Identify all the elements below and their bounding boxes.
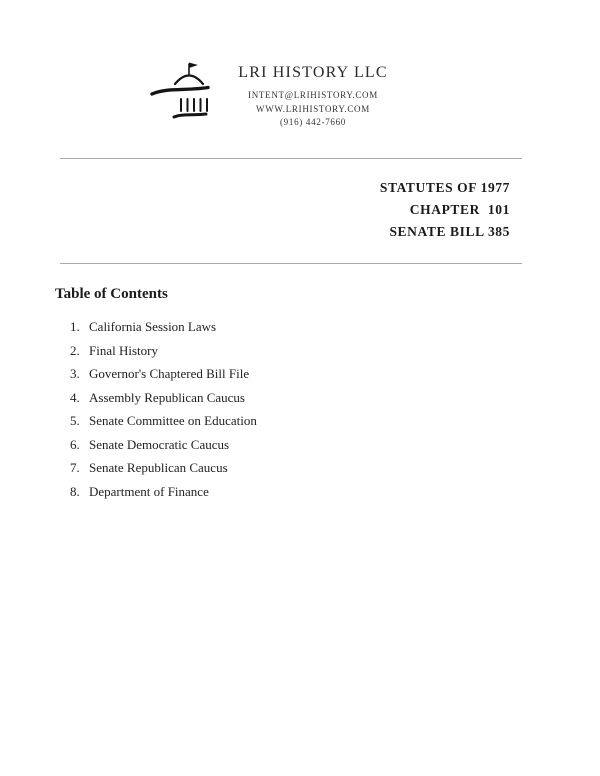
toc-item-label: California Session Laws [89, 319, 217, 334]
toc-item-number: 4. [70, 389, 80, 405]
capitol-logo-icon [148, 58, 212, 134]
toc-item-label: Final History [89, 342, 158, 358]
company-name: LRI HISTORY LLC [238, 64, 388, 81]
toc-item-label: Senate Republican Caucus [89, 460, 228, 475]
toc-item [70, 367, 600, 380]
toc-item-label: Governor's Chaptered Bill File [89, 366, 250, 381]
toc-item [70, 461, 600, 474]
toc-item-label: Senate Committee on Education [89, 413, 257, 428]
toc-item [70, 438, 600, 451]
company-phone: (916) 442-7660 [279, 117, 347, 127]
toc-item-number: 8. [70, 483, 80, 499]
divider-top [60, 158, 522, 159]
company-email: INTENT@LRIHISTORY.COM [248, 90, 378, 100]
divider-middle [60, 263, 522, 264]
toc-item-number: 3. [70, 366, 80, 381]
toc-item-number: 7. [70, 460, 80, 475]
toc-item [70, 320, 600, 333]
toc-item [70, 414, 600, 427]
toc-item-number: 2. [70, 342, 80, 358]
toc-item-label: Assembly Republican Caucus [89, 389, 245, 405]
letterhead [0, 0, 568, 134]
toc-item-number: 6. [70, 436, 80, 452]
toc-item-label: Department of Finance [89, 483, 209, 499]
senate-bill-line: SENATE BILL 385 [389, 224, 510, 239]
chapter-line: CHAPTER 101 [409, 202, 510, 217]
toc-title: Table of Contents [55, 286, 168, 302]
company-website: WWW.LRIHISTORY.COM [256, 103, 370, 114]
toc-item [70, 344, 600, 357]
toc-item [70, 485, 600, 498]
toc-item-label: Senate Democratic Caucus [89, 436, 230, 452]
toc-list [70, 320, 600, 498]
toc-item-number: 1. [70, 319, 80, 334]
reference-block [0, 177, 510, 243]
toc-item-number: 5. [70, 413, 80, 428]
toc-item [70, 391, 600, 404]
company-block [238, 58, 388, 130]
statutes-line: STATUTES OF 1977 [379, 180, 510, 195]
